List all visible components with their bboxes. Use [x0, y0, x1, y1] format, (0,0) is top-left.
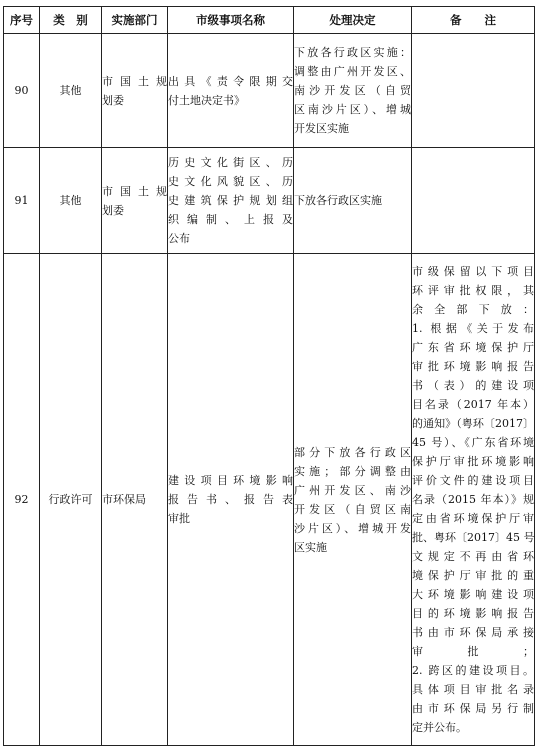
cell-line: 史建筑保护规划组 — [168, 194, 293, 207]
cell-line: 广东省环境保护厅 — [412, 341, 534, 354]
row-department — [102, 148, 168, 254]
cell-line: 名录（2015 年本）》规 — [412, 493, 534, 506]
cell-line: 由市环保局另行制 — [412, 702, 534, 715]
header-item-name: 市级事项名称 — [168, 7, 294, 34]
cell-line: 审批环境影响报告 — [412, 360, 534, 373]
row-no: 92 — [4, 254, 40, 746]
row-no: 90 — [4, 34, 40, 148]
header-no: 序号 — [4, 7, 40, 34]
cell-line: 定由省环境保护厅审 — [412, 512, 534, 525]
header-remarks: 备 注 — [412, 7, 535, 34]
row-item-name — [168, 34, 294, 148]
cell-line: 织编制、上报及 — [168, 213, 293, 226]
cell-line: 定并公布。 — [412, 721, 467, 734]
cell-line: 报告书、报告表 — [168, 493, 293, 506]
matters-table — [3, 6, 535, 746]
cell-line: 市级保留以下项目 — [412, 265, 534, 278]
cell-line: 划委 — [102, 203, 124, 217]
row-category: 其他 — [40, 148, 102, 254]
cell-line: 目的环境影响报告 — [412, 607, 534, 620]
cell-line: 大环境影响建设项 — [412, 588, 534, 601]
cell-line: 开发区（自贸区南 — [294, 502, 411, 516]
cell-line: 下放各行政区实施： — [294, 46, 411, 59]
cell-line: 目名录（2017 年本） — [412, 398, 534, 411]
cell-line: 开发区实施 — [294, 122, 349, 135]
cell-line: 具体项目审批名录 — [412, 683, 534, 696]
table-row — [4, 148, 535, 254]
row-category: 行政许可 — [40, 254, 102, 746]
row-decision — [294, 148, 412, 254]
cell-line: 保护厅审批环境影响 — [412, 455, 534, 468]
table-row — [4, 34, 535, 148]
cell-line: 书（表）的建设项 — [412, 379, 534, 392]
cell-line: 沙片区）、增城开发 — [294, 521, 411, 535]
cell-line: 实施；部分调整由 — [294, 464, 411, 478]
cell-line: 建设项目环境影响 — [168, 474, 293, 487]
cell-line: 1. 根据《关于发布 — [412, 322, 534, 335]
header-decision: 处理决定 — [294, 7, 412, 34]
row-decision — [294, 34, 412, 148]
row-decision — [294, 254, 412, 746]
row-remarks — [412, 148, 535, 254]
cell-line: 余全部下放： — [412, 303, 534, 316]
cell-line: 广州开发区、南沙 — [294, 483, 411, 497]
cell-line: 划委 — [102, 93, 124, 107]
cell-line: 公布 — [168, 232, 190, 245]
cell-line: 文规定不再由省环 — [412, 550, 534, 563]
row-remarks — [412, 254, 535, 746]
cell-line: 部分下放各行政区 — [294, 445, 411, 459]
row-department — [102, 254, 168, 746]
row-category: 其他 — [40, 34, 102, 148]
cell-line: 评价文件的建设项目 — [412, 474, 534, 487]
cell-line: 历史文化街区、历 — [168, 156, 293, 169]
cell-line: 书由市环保局承接 — [412, 626, 534, 639]
row-department — [102, 34, 168, 148]
row-no: 91 — [4, 148, 40, 254]
header-category: 类 别 — [40, 7, 102, 34]
cell-line: 付土地决定书》 — [168, 93, 245, 107]
cell-line: 市国土规 — [102, 184, 167, 198]
cell-line: 区实施 — [294, 540, 327, 554]
cell-line: 区南沙片区）、增城 — [294, 103, 411, 116]
cell-line: 2. 跨区的建设项目。 — [412, 664, 534, 677]
cell-line: 市环保局 — [102, 493, 146, 506]
row-item-name — [168, 254, 294, 746]
cell-line: 批、粤环〔2017〕45 号 — [412, 531, 535, 544]
table-row — [4, 254, 535, 746]
cell-line: 审批 — [168, 512, 190, 525]
cell-line: 下放各行政区实施 — [294, 194, 382, 207]
row-item-name — [168, 148, 294, 254]
cell-line: 环评审批权限，其 — [412, 284, 534, 297]
cell-line: 调整由广州开发区、 — [294, 65, 411, 78]
cell-line: 境保护厅审批的重 — [412, 569, 534, 582]
cell-line: 审批； — [412, 645, 534, 658]
cell-line: 的通知》（粤环〔2017〕 — [412, 417, 534, 430]
header-department: 实施部门 — [102, 7, 168, 34]
cell-line: 市国土规 — [102, 74, 167, 88]
cell-line: 出具《责令限期交 — [168, 74, 293, 88]
header-row — [4, 7, 535, 34]
cell-line: 史文化风貌区、历 — [168, 175, 293, 188]
cell-line: 45 号）、《广东省环境 — [412, 436, 534, 449]
cell-line: 南沙开发区（自贸 — [294, 84, 411, 97]
row-remarks — [412, 34, 535, 148]
